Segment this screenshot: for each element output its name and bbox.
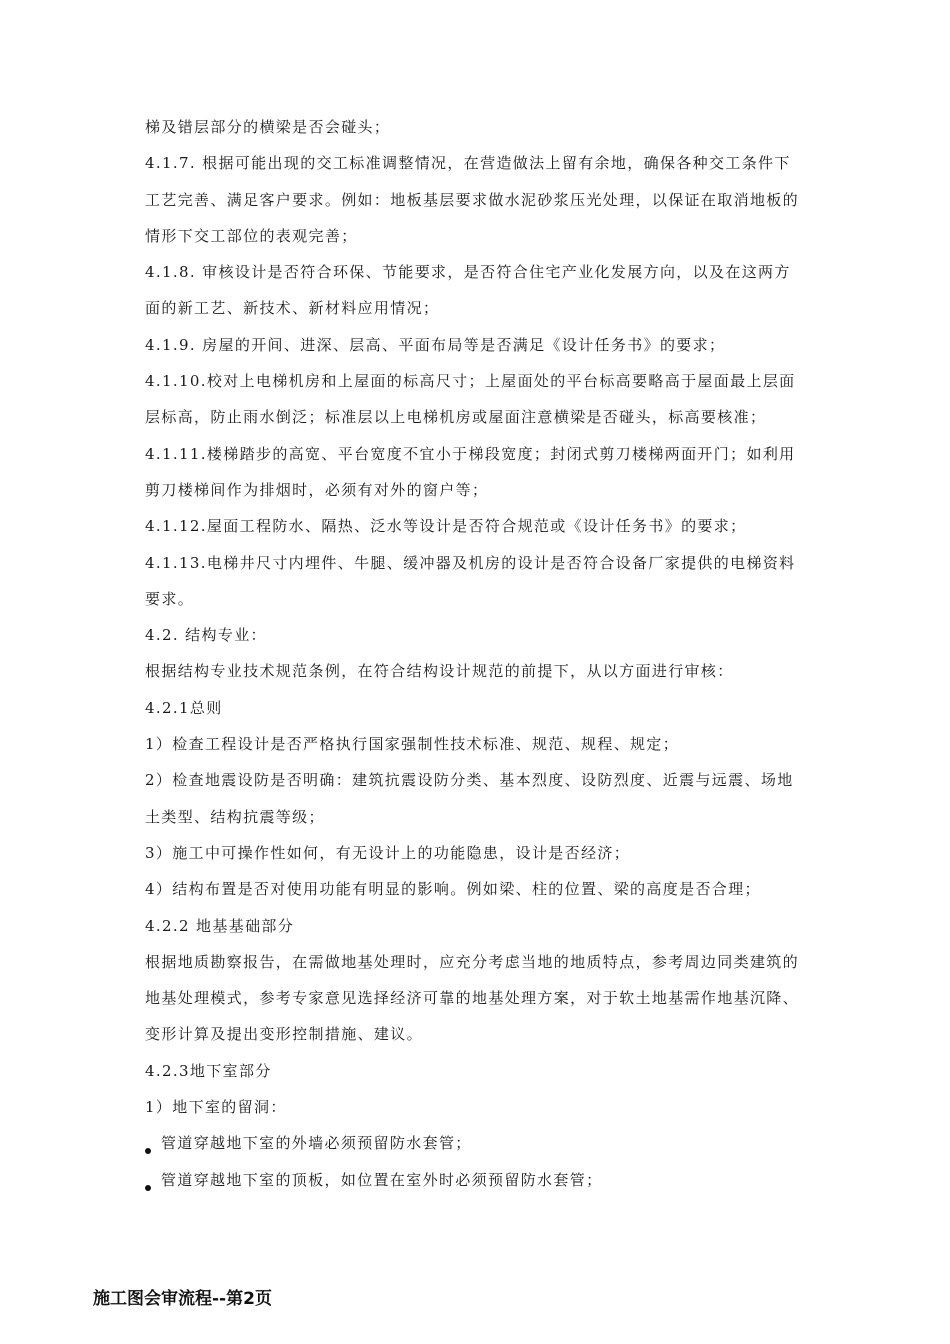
text-line: 工艺完善、满足客户要求。例如：地板基层要求做水泥砂浆压光处理，以保证在取消地板的	[145, 190, 800, 209]
bullet-icon	[145, 1148, 151, 1154]
text-line: 根据地质勘察报告，在需做地基处理时，应充分考虑当地的地质特点，参考周边同类建筑的	[145, 952, 800, 971]
section-heading: 4.2. 结构专业：	[145, 626, 267, 645]
text-line: 变形计算及提出变形控制措施、建议。	[145, 1025, 423, 1044]
text-line: 4.1.8. 审核设计是否符合环保、节能要求，是否符合住宅产业化发展方向，以及在这两方	[145, 263, 791, 282]
text-line: 4.1.9. 房屋的开间、进深、层高、平面布局等是否满足《设计任务书》的要求；	[145, 335, 726, 354]
text-line: 1）检查工程设计是否严格执行国家强制性技术标准、规范、规程、规定；	[145, 735, 680, 754]
body-text	[145, 109, 815, 1198]
text-line: 1）地下室的留洞：	[145, 1098, 287, 1117]
text-line: 剪刀楼梯间作为排烟时，必须有对外的窗户等；	[145, 480, 489, 499]
text-line: 4.1.11.楼梯踏步的高宽、平台宽度不宜小于梯段宽度；封闭式剪刀楼梯两面开门；如利用	[145, 444, 796, 463]
text-line: 面的新工艺、新技术、新材料应用情况；	[145, 299, 440, 318]
bullet-item	[145, 1125, 815, 1161]
text-line: 2）检查地震设防是否明确：建筑抗震设防分类、基本烈度、设防烈度、近震与远震、场地	[145, 771, 794, 790]
subsection-heading: 4.2.1总则	[145, 698, 223, 717]
text-line: 层标高，防止雨水倒泛；标准层以上电梯机房或屋面注意横梁是否碰头，标高要核准；	[145, 408, 767, 427]
bullet-icon	[145, 1185, 151, 1191]
text-line: 4.1.10.校对上电梯机房和上屋面的标高尺寸；上屋面处的平台标高要略高于屋面最上层面	[145, 372, 796, 391]
text-line: 4.1.12.屋面工程防水、隔热、泛水等设计是否符合规范或《设计任务书》的要求；	[145, 517, 747, 536]
page-footer: 施工图会审流程--第2页	[93, 1289, 272, 1309]
text-line: 土类型、结构抗震等级；	[145, 807, 325, 826]
text-line: 4.1.7. 根据可能出现的交工标准调整情况，在营造做法上留有余地，确保各种交工条件下	[145, 154, 791, 173]
bullet-item	[145, 1162, 815, 1198]
bullet-text: 管道穿越地下室的外墙必须预留防水套管；	[161, 1134, 472, 1153]
text-line: 4）结构布置是否对使用功能有明显的影响。例如梁、柱的位置、梁的高度是否合理；	[145, 880, 761, 899]
bullet-text: 管道穿越地下室的顶板，如位置在室外时必须预留防水套管；	[161, 1170, 603, 1189]
text-line: 情形下交工部位的表观完善；	[145, 226, 358, 245]
text-line: 4.1.13.电梯井尺寸内埋件、牛腿、缓冲器及机房的设计是否符合设备厂家提供的电梯资料	[145, 553, 796, 572]
text-line: 要求。	[145, 589, 195, 608]
text-line: 3）施工中可操作性如何，有无设计上的功能隐患，设计是否经济；	[145, 843, 631, 862]
subsection-heading: 4.2.2 地基基础部分	[145, 916, 295, 935]
text-line: 梯及错层部分的横梁是否会碰头；	[145, 118, 391, 136]
text-line: 根据结构专业技术规范条例，在符合结构设计规范的前提下，从以方面进行审核：	[145, 662, 734, 681]
text-line: 地基处理模式，参考专家意见选择经济可靠的地基处理方案，对于软土地基需作地基沉降、	[145, 989, 800, 1008]
subsection-heading: 4.2.3地下室部分	[145, 1061, 272, 1080]
